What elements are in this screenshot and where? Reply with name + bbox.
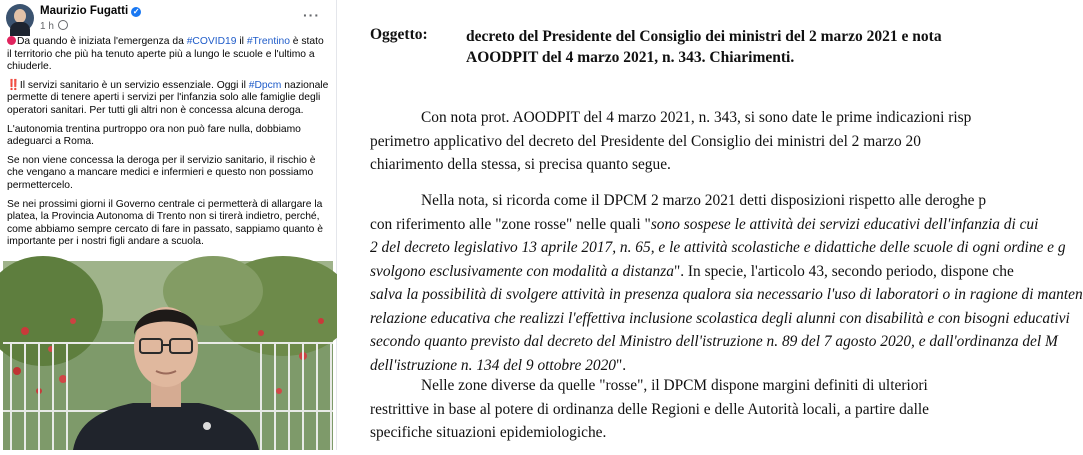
avatar[interactable] xyxy=(6,4,34,32)
oggetto-line-2: AOODPIT del 4 marzo 2021, n. 343. Chiarimenti. xyxy=(466,49,795,66)
paragraph-3 xyxy=(370,374,929,445)
paragraph-2-line-1: Nella nota, si ricorda come il DPCM 2 marzo 2021 detti disposizioni rispetto alle deroghe p xyxy=(421,192,987,209)
paragraph-2-line-8: dell'istruzione n. 134 del 9 ottobre 2020". xyxy=(370,356,627,374)
oggetto-text xyxy=(466,26,1026,68)
paragraph-2-line-2: con riferimento alle "zone rosse" nelle quali "sono sospese le attività dei servizi educativi dell'infanzia di cui xyxy=(370,215,1039,233)
paragraph-3-line-1: Nelle zone diverse da quelle "rosse", il DPCM dispone margini definiti di ulteriori xyxy=(421,377,928,394)
video-frame-image xyxy=(3,261,333,450)
double-exclamation-emoji-icon: ‼️ xyxy=(7,79,20,91)
paragraph-1-line-2: perimetro applicativo del decreto del Presidente del Consiglio dei ministri del 2 marzo 20 xyxy=(370,132,921,150)
post-paragraph-5: Se nei prossimi giorni il Governo centrale ci permetterà di allargare la platea, la Provincia Autonoma di Trento non si tirerà indietro, perché, come abbiamo sempre cercato di fare in passato, sappiamo quanto è importante per i nostri figli andare a scuola. xyxy=(7,198,323,248)
author-name[interactable] xyxy=(40,5,141,17)
paragraph-3-line-2: restrittive in base al potere di ordinanza delle Regioni e delle Autorità locali, a partire dalle xyxy=(370,400,929,418)
hashtag-trentino[interactable]: #Trentino xyxy=(246,36,290,47)
paragraph-1-line-3: chiarimento della stessa, si precisa quanto segue. xyxy=(370,156,671,173)
paragraph-2-line-5: salva la possibilità di svolgere attività in presenza qualora sia necessario l'uso di laboratori o in ragione di manten xyxy=(370,286,1083,303)
paragraph-2 xyxy=(370,189,1083,377)
globe-icon xyxy=(58,20,68,30)
post-paragraph-2: ‼️Il servizi sanitario è un servizio essenziale. Oggi il #Dpcm nazionale permette di tenere aperti i servizi per l'infanzia solo alle famiglie degli operatori sanitari. Per tutti gli altri non è concessa alcuna deroga. xyxy=(7,79,329,116)
paragraph-2-line-7: secondo quanto previsto dal decreto del Ministro dell'istruzione n. 89 del 7 agosto 2020, e dall'ordinanza del M xyxy=(370,333,1058,350)
paragraph-2-line-4: svolgono esclusivamente con modalità a distanza". In specie, l'articolo 43, secondo periodo, dispone che xyxy=(370,262,1014,280)
verified-badge-icon: ✓ xyxy=(132,7,140,16)
hashtag-covid19[interactable]: #COVID19 xyxy=(186,36,237,47)
author-name-text[interactable]: Maurizio Fugatti xyxy=(40,5,129,17)
paragraph-3-line-3: specifiche situazioni epidemiologiche. xyxy=(370,424,607,441)
document-page xyxy=(337,0,1083,450)
more-options-icon[interactable]: ··· xyxy=(303,7,320,23)
facebook-post xyxy=(0,0,337,450)
red-circle-emoji-icon xyxy=(7,36,16,45)
paragraph-1-line-1: Con nota prot. AOODPIT del 4 marzo 2021, n. 343, si sono date le prime indicazioni risp xyxy=(421,109,972,126)
paragraph-1 xyxy=(370,106,971,177)
paragraph-2-line-6: relazione educativa che realizzi l'effettiva inclusione scolastica degli alunni con disabilità e con bisogni educativi xyxy=(370,309,1070,327)
post-video[interactable] xyxy=(3,261,333,450)
post-text xyxy=(7,36,329,255)
oggetto-line-1: decreto del Presidente del Consiglio dei ministri del 2 marzo 2021 e nota xyxy=(466,28,942,45)
post-paragraph-4: Se non viene concessa la deroga per il servizio sanitario, il rischio è che vengano a mancare medici e infermieri e questo non possiamo permettercelo. xyxy=(7,154,316,191)
post-time[interactable]: 1 h xyxy=(40,21,54,32)
post-paragraph-3: L'autonomia trentina purtroppo ora non può fare nulla, dobbiamo adeguarci a Roma. xyxy=(7,123,301,148)
paragraph-2-line-3: 2 del decreto legislativo 13 aprile 2017, n. 65, e le attività scolastiche e didattiche delle scuole di ogni ordine e g xyxy=(370,239,1066,256)
hashtag-dpcm[interactable]: #Dpcm xyxy=(248,79,282,91)
post-paragraph-1: Da quando è iniziata l'emergenza da #COVID19 il #Trentino è stato il territorio che più ha tenuto aperte più a lungo le scuole e l'ultimo a chiuderle. xyxy=(7,36,324,73)
post-header xyxy=(4,3,334,33)
oggetto-label: Oggetto: xyxy=(370,26,428,43)
post-meta xyxy=(40,20,68,32)
